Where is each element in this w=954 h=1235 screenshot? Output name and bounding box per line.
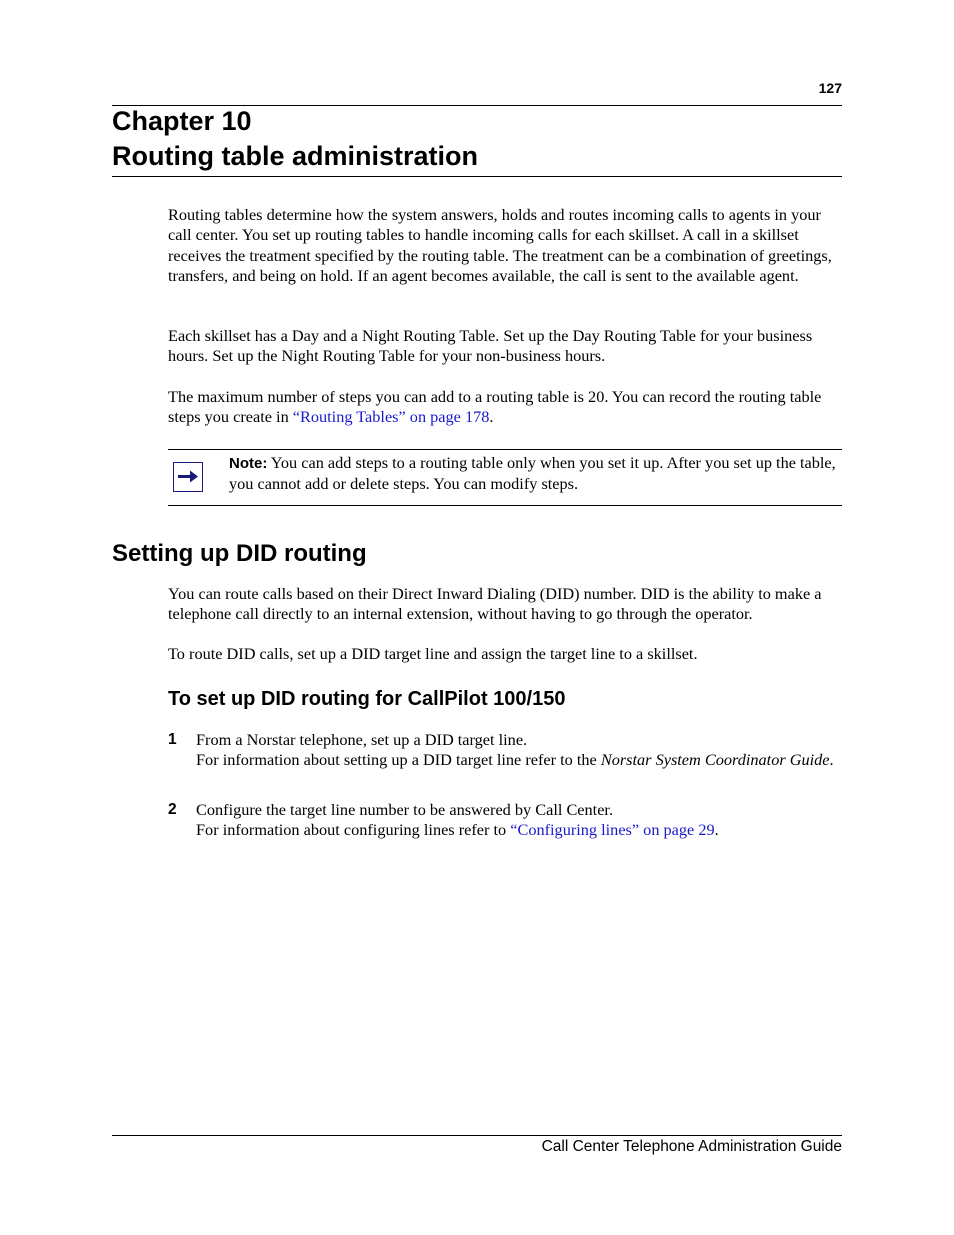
page-number: 127 <box>818 80 842 96</box>
note-text <box>229 453 842 495</box>
note-top-rule <box>168 449 842 450</box>
footer-title: Call Center Telephone Administration Guide <box>541 1138 842 1155</box>
right-arrow-icon <box>173 462 203 492</box>
intro-paragraph-3 <box>168 387 842 428</box>
intro-paragraph-2: Each skillset has a Day and a Night Routing Table. Set up the Day Routing Table for your business hours. Set up the Night Routing Table for your non-business hours. <box>168 326 813 366</box>
step-1-detail: For information about setting up a DID target line refer to the Norstar System Coordinator Guide. <box>196 750 834 770</box>
intro-paragraph-3-end: . <box>489 407 494 427</box>
step-2-main: Configure the target line number to be answered by Call Center. <box>196 800 614 819</box>
note-bottom-rule <box>168 505 842 506</box>
section-paragraph-2: To route DID calls, set up a DID target line and assign the target line to a skillset. <box>168 644 698 663</box>
step-2 <box>196 800 842 841</box>
section-paragraph-1: You can route calls based on their Direct Inward Dialing (DID) number. DID is the ability to make a telephone call directly to an internal extension, without having to go through the operator. <box>168 584 822 624</box>
chapter-title <box>112 104 478 174</box>
chapter-bottom-rule <box>112 176 842 177</box>
footer-rule <box>112 1135 842 1136</box>
subsection-title: To set up DID routing for CallPilot 100/150 <box>168 688 566 710</box>
configuring-lines-link[interactable]: “Configuring lines” on page 29 <box>510 820 715 840</box>
coordinator-guide-title: Norstar System Coordinator Guide <box>600 750 830 770</box>
step-1-number: 1 <box>168 731 177 748</box>
intro-paragraph-3-text: The maximum number of steps you can add to a routing table is 20. You can record the routing table steps you create in <box>168 387 822 427</box>
step-1 <box>196 730 842 771</box>
note-body: You can add steps to a routing table only when you set it up. After you set up the table, you cannot add or delete steps. You can modify steps. <box>229 453 836 494</box>
note-label: Note: <box>229 455 268 472</box>
step-1-main: From a Norstar telephone, set up a DID target line. <box>196 730 528 749</box>
step-2-detail: For information about configuring lines refer to “Configuring lines” on page 29. <box>196 820 719 840</box>
intro-paragraph-1: Routing tables determine how the system answers, holds and routes incoming calls to agents in your call center. You set up routing tables to handle incoming calls for each skillset. A call in a skillset receives the treatment specified by the routing table. The treatment can be a combination of greetings, transfers, and being on hold. If an agent becomes available, the call is sent to the available agent. <box>168 205 832 285</box>
routing-tables-link[interactable]: “Routing Tables” on page 178 <box>292 407 490 427</box>
chapter-name: Routing table administration <box>112 141 479 171</box>
step-2-number: 2 <box>168 801 177 818</box>
section-title: Setting up DID routing <box>112 540 367 567</box>
chapter-label: Chapter 10 <box>112 106 252 136</box>
